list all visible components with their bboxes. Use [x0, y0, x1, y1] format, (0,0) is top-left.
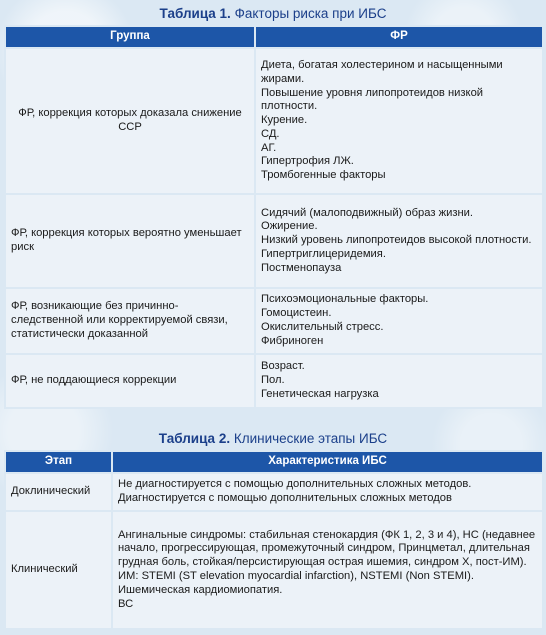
factor-item: Гипертриглицеридемия.: [261, 247, 386, 260]
characteristic-item: Ишемическая кардиомиопатия.: [118, 583, 283, 596]
factor-item: Ожирение.: [261, 220, 318, 233]
table2-caption-text: Клинические этапы ИБС: [233, 431, 388, 446]
characteristic-item: Ангинальные синдромы: стабильная стенокардия (ФК 1, 2, 3 и 4), НС (недавнее начало, прогрессирующая, промежуточный синдром, Принцметал, длительная грудная боль, стойкая/персистирующая острая ишемия, синдром Х, пост-ИМ).: [118, 528, 536, 569]
factor-item: Пол.: [261, 374, 285, 387]
table-row: [5, 354, 543, 408]
factor-item: Гомоцистеин.: [261, 307, 332, 320]
risk-factors-table: [4, 25, 544, 409]
factor-item: Сидячий (малоподвижный) образ жизни.: [261, 206, 473, 219]
group-cell: ФР, не поддающиеся коррекции: [5, 354, 255, 408]
factor-item: Диета, богатая холестерином и насыщенными жирами.: [261, 58, 503, 85]
table1-caption-number: Таблица 1.: [159, 6, 231, 21]
factor-item: Гипертрофия ЛЖ.: [261, 155, 354, 168]
factor-item: Фибриноген: [261, 334, 324, 347]
factor-item: Повышение уровня липопротеидов низкой плотности.: [261, 86, 484, 113]
factor-item: Постменопауза: [261, 261, 342, 274]
table2-header-stage: Этап: [5, 451, 112, 473]
table1-caption: [0, 5, 546, 23]
characteristic-cell: [112, 511, 543, 629]
factor-item: Генетическая нагрузка: [261, 387, 379, 400]
table-row: [5, 473, 543, 511]
table-row: [5, 511, 543, 629]
stage-cell: Клинический: [5, 511, 112, 629]
characteristic-cell: [112, 473, 543, 511]
clinical-stages-table: [4, 450, 544, 630]
factor-item: Низкий уровень липопротеидов высокой плотности.: [261, 234, 532, 247]
characteristic-item: Не диагностируется с помощью дополнительных сложных методов.: [118, 478, 472, 491]
factor-item: СД.: [261, 127, 280, 140]
table2-header-row: [5, 451, 543, 473]
table-row: [5, 48, 543, 194]
factor-item: Психоэмоциональные факторы.: [261, 293, 429, 306]
factor-item: Курение.: [261, 114, 308, 127]
factors-cell: [255, 48, 543, 194]
table2-header-characteristic: Характеристика ИБС: [112, 451, 543, 473]
factors-cell: [255, 288, 543, 354]
table2-caption: [0, 430, 546, 448]
factors-cell: [255, 194, 543, 288]
factor-item: Возраст.: [261, 360, 305, 373]
table2-caption-number: Таблица 2.: [158, 431, 231, 446]
factor-item: Тромбогенные факторы: [261, 169, 386, 182]
factor-item: АГ.: [261, 141, 277, 154]
table-row: [5, 288, 543, 354]
group-cell: ФР, коррекция которых доказала снижение ССР: [5, 48, 255, 194]
table1-header-row: [5, 26, 543, 48]
factor-item: Окислительный стресс.: [261, 321, 384, 333]
factors-cell: [255, 354, 543, 408]
characteristic-item: ВС: [118, 597, 134, 610]
table1-header-group: Группа: [5, 26, 255, 48]
table-row: [5, 194, 543, 288]
table1-caption-text: Факторы риска при ИБС: [234, 6, 387, 21]
table1-header-factors: ФР: [255, 26, 543, 48]
group-cell: ФР, коррекция которых вероятно уменьшает риск: [5, 194, 255, 288]
group-cell: ФР, возникающие без причинно-следственной или корректируемой связи, статистически доказанной: [5, 288, 255, 354]
characteristic-item: Диагностируется с помощью дополнительных сложных методов: [118, 492, 452, 504]
stage-cell: Доклинический: [5, 473, 112, 511]
characteristic-item: ИМ: STEMI (ST elevation myocardial infarction), NSTEMI (Non STEMI).: [118, 570, 474, 582]
